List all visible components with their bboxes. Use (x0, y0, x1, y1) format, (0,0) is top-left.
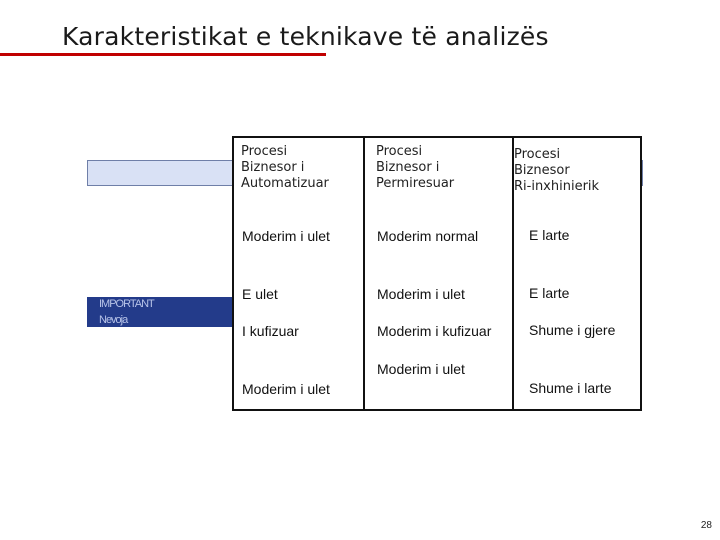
left-label-line2: Nevoja (99, 314, 128, 326)
column-header-line: Procesi (514, 147, 561, 162)
column-header-line: Biznesor i (241, 160, 305, 175)
column-header-line: Biznesor (514, 163, 570, 178)
page-number: 28 (700, 520, 712, 531)
column-header-ri-inxhinierik (514, 147, 599, 195)
column-header-line: Ri-inxhinierik (514, 179, 600, 194)
left-label-bar (87, 297, 232, 327)
left-label-line1: IMPORTANT (99, 298, 154, 310)
title-underline (0, 53, 326, 56)
cell-ri-inxhinierik-1: E larte (529, 227, 570, 243)
slide-title: Karakteristikat e teknikave të analizës (62, 22, 549, 51)
column-header-line: Biznesor i (376, 160, 440, 175)
cell-automatizuar-3: I kufizuar (242, 323, 299, 339)
column-header-line: Procesi (241, 144, 288, 159)
cell-permiresuar-3: Moderim i kufizuar (377, 323, 492, 339)
cell-automatizuar-2: E ulet (242, 286, 278, 302)
column-header-permiresuar (376, 144, 454, 192)
cell-permiresuar-2: Moderim i ulet (377, 286, 465, 302)
cell-permiresuar-4: Moderim i ulet (377, 361, 465, 377)
column-header-line: Permiresuar (376, 176, 455, 191)
cell-ri-inxhinierik-2: E larte (529, 285, 570, 301)
cell-ri-inxhinierik-3: Shume i gjere (529, 322, 616, 338)
column-header-line: Procesi (376, 144, 423, 159)
column-header-automatizuar (241, 144, 329, 192)
cell-permiresuar-1: Moderim normal (377, 228, 479, 244)
cell-automatizuar-4: Moderim i ulet (242, 381, 330, 397)
cell-automatizuar-1: Moderim i ulet (242, 228, 330, 244)
cell-ri-inxhinierik-4: Shume i larte (529, 380, 612, 396)
column-header-line: Automatizuar (241, 176, 329, 191)
